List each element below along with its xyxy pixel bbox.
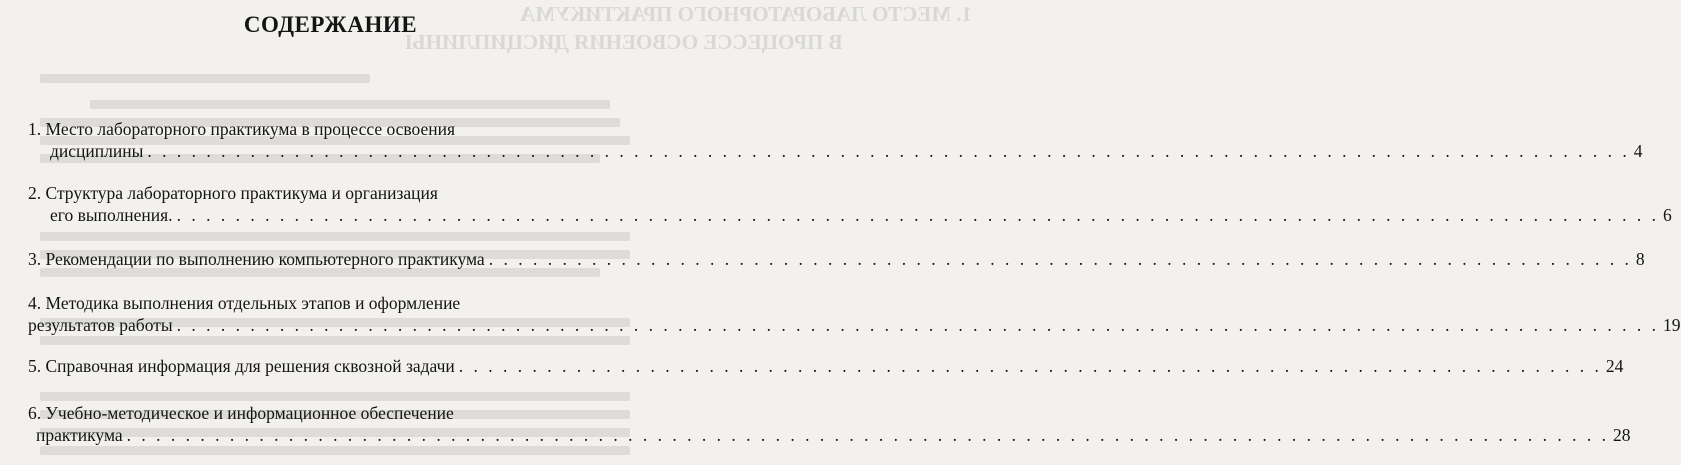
toc-page-number: 4 bbox=[1633, 141, 1643, 161]
toc-page-number: 24 bbox=[1605, 356, 1624, 376]
toc-entry-6 bbox=[28, 402, 1631, 446]
toc-entry-text: 1. Место лабораторного практикума в процессе освоения bbox=[28, 119, 456, 139]
toc-page-number: 6 bbox=[1662, 205, 1672, 225]
toc-entry-text: 6. Учебно-методическое и информационное обеспечение bbox=[28, 403, 454, 423]
dot-leader bbox=[147, 140, 1629, 162]
toc-entry-text: 4. Методика выполнения отдельных этапов и оформление bbox=[28, 293, 461, 313]
toc-entry-1 bbox=[28, 118, 1643, 162]
bleed-heading-1: 1. МЕСТО ЛАБОРАТОРНОГО ПРАКТИКУМА bbox=[520, 2, 973, 26]
toc-entry-2 bbox=[28, 182, 1672, 226]
toc-entry-text-continued: результатов работы bbox=[28, 315, 173, 335]
dot-leader bbox=[489, 248, 1632, 270]
toc-entry-text-continued: дисциплины bbox=[50, 141, 144, 161]
toc-entry-text-continued: его выполнения. bbox=[50, 205, 173, 225]
toc-entry-4 bbox=[28, 292, 1681, 336]
dot-leader bbox=[459, 355, 1602, 377]
toc-entry-text-continued: практикума bbox=[36, 425, 123, 445]
toc-entry-3 bbox=[28, 248, 1645, 270]
toc-entry-text: 2. Структура лабораторного практикума и организация bbox=[28, 183, 438, 203]
dot-leader bbox=[177, 314, 1659, 336]
dot-leader bbox=[177, 204, 1659, 226]
toc-page-number: 28 bbox=[1613, 425, 1631, 445]
bleed-heading-2: В ПРОЦЕССЕ ОСВОЕНИЯ ДИСЦИПЛИНЫ bbox=[405, 30, 843, 54]
page-title: СОДЕРЖАНИЕ bbox=[243, 12, 418, 37]
toc-page-number: 19 bbox=[1663, 315, 1681, 335]
toc-entry-5 bbox=[28, 355, 1624, 377]
toc-entry-text: 3. Рекомендации по выполнению компьютерного практикума bbox=[28, 249, 485, 269]
toc-page-number: 8 bbox=[1635, 249, 1645, 269]
dot-leader bbox=[127, 424, 1609, 446]
toc-entry-text: 5. Справочная информация для решения сквозной задачи bbox=[28, 356, 455, 376]
